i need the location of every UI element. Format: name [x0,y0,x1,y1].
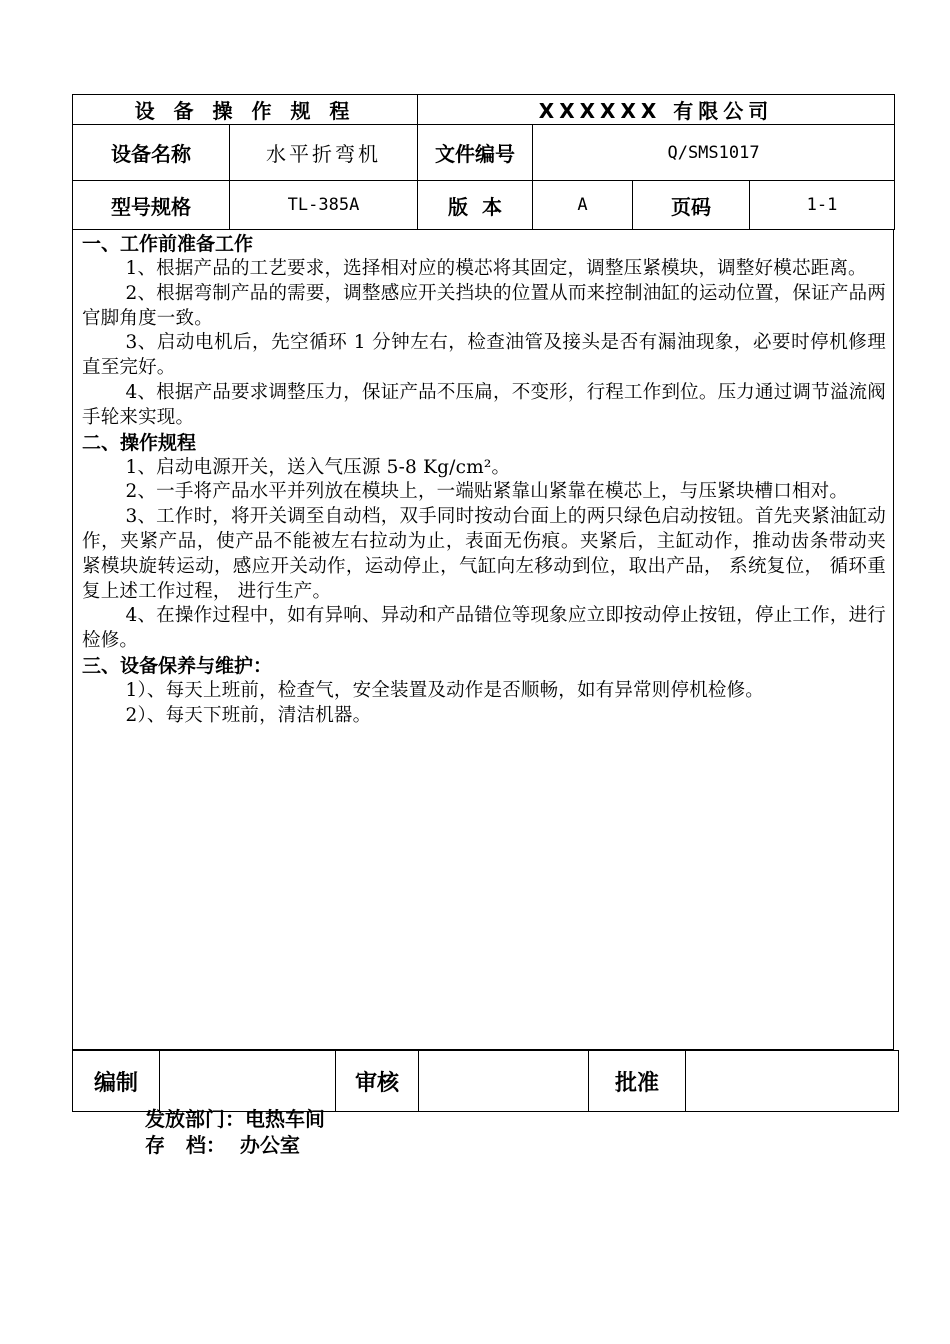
reviewed-by-field [419,1051,589,1112]
paragraph: 2、一手将产品水平并列放在模块上，一端贴紧靠山紧靠在模芯上，与压紧块槽口相对。 [125,481,849,503]
file-no-value: Q/SMS1017 [533,125,895,181]
model-value: TL-385A [230,181,418,230]
prepared-by-label: 编制 [73,1051,160,1112]
page-label: 页码 [633,181,750,230]
approved-by-label: 批准 [589,1051,686,1112]
paragraph: 1、启动电源开关，送入气压源 5-8 Kg/cm²。 [125,456,511,478]
section-heading: 二、操作规程 [82,431,197,454]
document-title: 设 备 操 作 规 程 [73,95,418,125]
paragraph: 3、启动电机后，先空循环 1 分钟左右，检查油管及接头是否有漏油现象，必要时停机修理直至完好。 [82,332,886,379]
section-maintenance [82,654,886,729]
archive-location: 存 档： 办公室 [145,1133,300,1157]
file-no-label: 文件编号 [418,125,533,181]
model-label: 型号规格 [73,181,230,230]
device-name-label: 设备名称 [73,125,230,181]
paragraph: 1）、每天上班前，检查气，安全装置及动作是否顺畅，如有异常则停机检修。 [125,679,764,701]
paragraph: 4、根据产品要求调整压力，保证产品不压扁，不变形，行程工作到位。压力通过调节溢流阀手轮来实现。 [82,381,886,428]
company-name: XXXXXX 有限公司 [418,95,895,125]
device-name-value: 水平折弯机 [230,125,418,181]
reviewed-by-label: 审核 [336,1051,419,1112]
section-heading: 一、工作前准备工作 [82,233,254,255]
issue-department: 发放部门：电热车间 [145,1107,325,1131]
procedure-body [72,230,894,1050]
prepared-by-field [160,1051,336,1112]
procedure-document [72,94,894,1112]
distribution-footer [145,1106,325,1158]
paragraph: 2）、每天下班前，清洁机器。 [125,704,372,726]
section-preparation [82,232,886,431]
version-label: 版 本 [418,181,533,230]
section-operation [82,431,886,654]
paragraph: 2、根据弯制产品的需要，调整感应开关挡块的位置从而来控制油缸的运动位置，保证产品两官脚角度一致。 [82,282,886,329]
paragraph: 4、在操作过程中，如有异响、异动和产品错位等现象应立即按动停止按钮，停止工作，进行检修。 [82,605,886,652]
signoff-table [72,1050,899,1112]
paragraph: 1、根据产品的工艺要求，选择相对应的模芯将其固定，调整压紧模块，调整好模芯距离。 [125,258,867,279]
approved-by-field [686,1051,899,1112]
header-table [72,94,895,230]
page-value: 1-1 [750,181,895,230]
paragraph: 3、工作时，将开关调至自动档，双手同时按动台面上的两只绿色启动按钮。首先夹紧油缸动作，夹紧产品，使产品不能被左右拉动为止，表面无伤痕。夹紧后，主缸动作，推动齿条带动夹紧模块旋转运动，感应开关动作，运动停止，气缸向左移动到位，取出产品， 系统复位， 循环重复上述工作过程， 进行生产。 [82,506,886,602]
version-value: A [533,181,633,230]
section-heading: 三、设备保养与维护： [82,654,273,677]
